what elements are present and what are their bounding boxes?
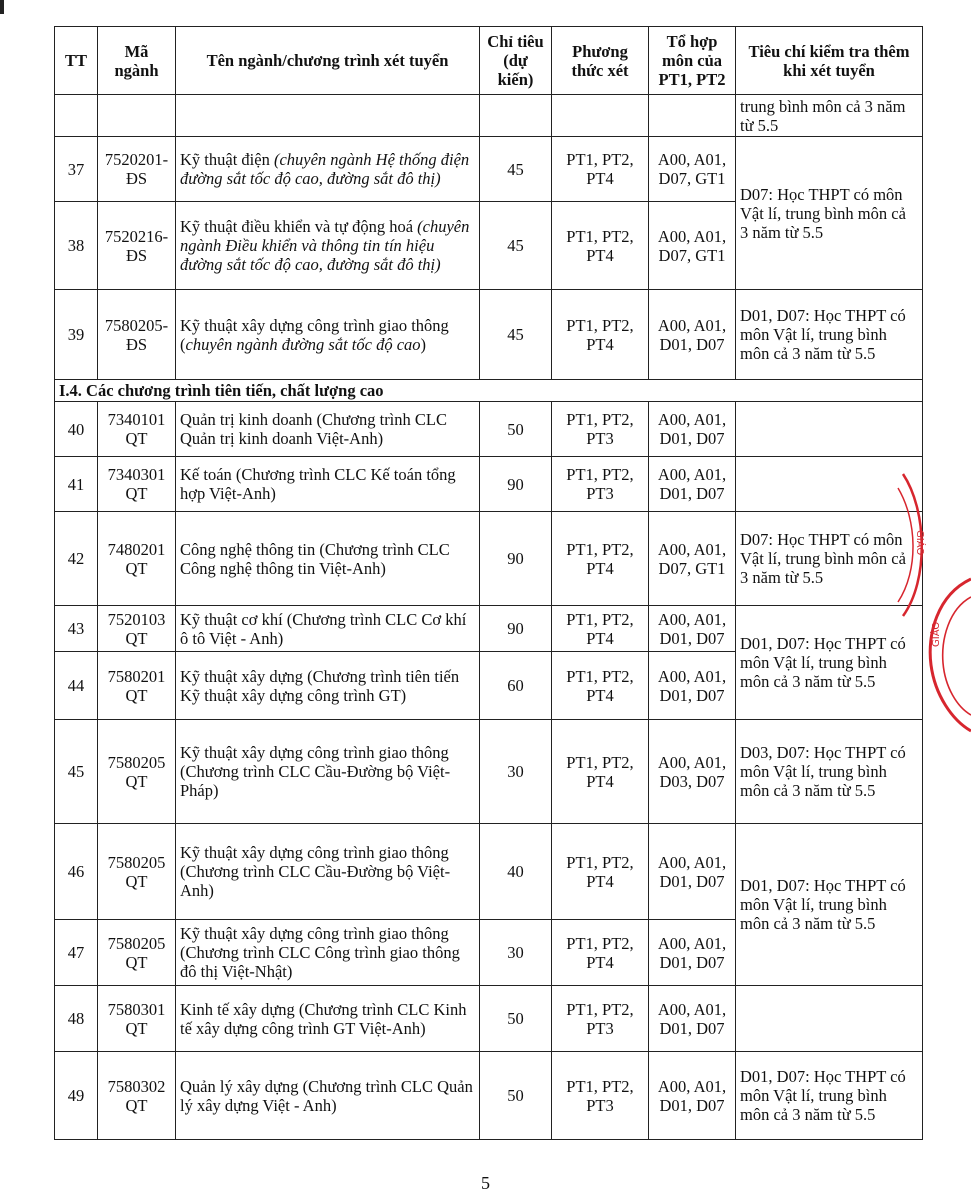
table-row (55, 512, 923, 606)
row-method: PT1, PT2, PT4 (552, 137, 649, 202)
row-code: 7580205 QT (98, 824, 176, 920)
row-method: PT1, PT2, PT3 (552, 1052, 649, 1140)
row-criteria: D07: Học THPT có môn Vật lí, trung bình môn cả 3 năm từ 5.5 (736, 137, 923, 290)
row-combo: A00, A01, D07, GT1 (649, 202, 736, 290)
row-method: PT1, PT2, PT4 (552, 606, 649, 652)
row-code: 7580205 QT (98, 920, 176, 986)
row-name: Kỹ thuật xây dựng (Chương trình tiên tiến Kỹ thuật xây dựng công trình GT) (176, 652, 480, 720)
row-criteria-empty (736, 402, 923, 457)
row-quota: 90 (480, 606, 552, 652)
row-name (176, 290, 480, 380)
row-code: 7340301 QT (98, 457, 176, 512)
row-name: Quản lý xây dựng (Chương trình CLC Quản lý xây dựng Việt - Anh) (176, 1052, 480, 1140)
row-combo: A00, A01, D01, D07 (649, 652, 736, 720)
row-method: PT1, PT2, PT4 (552, 512, 649, 606)
row-tt: 38 (55, 202, 98, 290)
row-criteria: D01, D07: Học THPT có môn Vật lí, trung bình môn cả 3 năm từ 5.5 (736, 1052, 923, 1140)
row-tt: 48 (55, 986, 98, 1052)
row-combo: A00, A01, D01, D07 (649, 402, 736, 457)
table-row (55, 1052, 923, 1140)
row-quota: 60 (480, 652, 552, 720)
carry-over-criteria: trung bình môn cả 3 năm từ 5.5 (736, 95, 923, 137)
row-name: Kỹ thuật xây dựng công trình giao thông (Chương trình CLC Cầu-Đường bộ Việt-Pháp) (176, 720, 480, 824)
header-quota: Chỉ tiêu (dự kiến) (480, 27, 552, 95)
row-name (176, 137, 480, 202)
table-row (55, 137, 923, 202)
table-row (55, 402, 923, 457)
row-code: 7520216-ĐS (98, 202, 176, 290)
section-title: I.4. Các chương trình tiên tiến, chất lượng cao (55, 380, 923, 402)
row-quota: 30 (480, 720, 552, 824)
header-method: Phương thức xét (552, 27, 649, 95)
row-tt: 42 (55, 512, 98, 606)
row-combo: A00, A01, D01, D07 (649, 824, 736, 920)
page-edge-mark (0, 0, 4, 14)
row-criteria: D03, D07: Học THPT có môn Vật lí, trung bình môn cả 3 năm từ 5.5 (736, 720, 923, 824)
row-combo: A00, A01, D01, D07 (649, 606, 736, 652)
admission-table (54, 26, 923, 1140)
row-code: 7480201 QT (98, 512, 176, 606)
stamp-seal-round (927, 575, 971, 735)
row-tt: 43 (55, 606, 98, 652)
header-code: Mã ngành (98, 27, 176, 95)
row-name: Kế toán (Chương trình CLC Kế toán tổng hợp Việt-Anh) (176, 457, 480, 512)
row-combo: A00, A01, D01, D07 (649, 290, 736, 380)
row-combo: A00, A01, D01, D07 (649, 986, 736, 1052)
row-quota: 45 (480, 202, 552, 290)
row-combo: A00, A01, D01, D07 (649, 920, 736, 986)
row-name-italic: chuyên ngành đường sắt tốc độ cao (185, 334, 421, 354)
row-method: PT1, PT2, PT4 (552, 720, 649, 824)
row-name-tail: ) (420, 334, 427, 354)
row-criteria-empty (736, 457, 923, 512)
table-row (55, 457, 923, 512)
row-tt: 44 (55, 652, 98, 720)
row-quota: 40 (480, 824, 552, 920)
header-tt: TT (55, 27, 98, 95)
row-tt: 39 (55, 290, 98, 380)
row-quota: 50 (480, 986, 552, 1052)
row-combo: A00, A01, D01, D07 (649, 1052, 736, 1140)
row-name: Quản trị kinh doanh (Chương trình CLC Quản trị kinh doanh Việt-Anh) (176, 402, 480, 457)
row-name: Công nghệ thông tin (Chương trình CLC Công nghệ thông tin Việt-Anh) (176, 512, 480, 606)
stamp-arc-outer (930, 579, 971, 731)
row-code: 7340101 QT (98, 402, 176, 457)
row-name: Kỹ thuật xây dựng công trình giao thông (Chương trình CLC Cầu-Đường bộ Việt-Anh) (176, 824, 480, 920)
row-combo: A00, A01, D03, D07 (649, 720, 736, 824)
stamp-arc-inner (943, 597, 971, 715)
stamp-text: GIÁO (914, 530, 925, 556)
row-code: 7520103 QT (98, 606, 176, 652)
row-criteria: D01, D07: Học THPT có môn Vật lí, trung bình môn cả 3 năm từ 5.5 (736, 290, 923, 380)
page-number: 5 (481, 1173, 490, 1193)
table-row (55, 720, 923, 824)
section-row (55, 380, 923, 402)
row-method: PT1, PT2, PT3 (552, 402, 649, 457)
row-tt: 45 (55, 720, 98, 824)
row-criteria: D01, D07: Học THPT có môn Vật lí, trung bình môn cả 3 năm từ 5.5 (736, 606, 923, 720)
row-method: PT1, PT2, PT4 (552, 920, 649, 986)
row-method: PT1, PT2, PT4 (552, 824, 649, 920)
row-quota: 45 (480, 137, 552, 202)
row-quota: 50 (480, 1052, 552, 1140)
table-row (55, 824, 923, 920)
row-method: PT1, PT2, PT4 (552, 290, 649, 380)
row-quota: 50 (480, 402, 552, 457)
row-name-main: Kỹ thuật xây dựng công trình giao thông ( (180, 315, 449, 354)
table-row (55, 986, 923, 1052)
header-row (55, 27, 923, 95)
row-method: PT1, PT2, PT4 (552, 202, 649, 290)
header-criteria: Tiêu chí kiểm tra thêm khi xét tuyển (736, 27, 923, 95)
row-combo: A00, A01, D07, GT1 (649, 137, 736, 202)
table-row (55, 290, 923, 380)
row-combo: A00, A01, D07, GT1 (649, 512, 736, 606)
row-code: 7580301 QT (98, 986, 176, 1052)
row-code: 7580201 QT (98, 652, 176, 720)
row-tt: 41 (55, 457, 98, 512)
header-name: Tên ngành/chương trình xét tuyển (176, 27, 480, 95)
row-criteria: D01, D07: Học THPT có môn Vật lí, trung bình môn cả 3 năm từ 5.5 (736, 824, 923, 986)
stamp-text: GIÁO (931, 621, 942, 647)
row-name (176, 202, 480, 290)
row-name: Kinh tế xây dựng (Chương trình CLC Kinh tế xây dựng công trình GT Việt-Anh) (176, 986, 480, 1052)
row-quota: 90 (480, 512, 552, 606)
row-tt: 49 (55, 1052, 98, 1140)
row-name-main: Kỹ thuật điện (180, 150, 274, 169)
row-name-italic: (chuyên ngành Điều khiển và thông tin tín hiệu đường sắt tốc độ cao, đường sắt đô thị) (180, 217, 470, 274)
row-name: Kỹ thuật cơ khí (Chương trình CLC Cơ khí ô tô Việt - Anh) (176, 606, 480, 652)
row-name: Kỹ thuật xây dựng công trình giao thông (Chương trình CLC Công trình giao thông đô thị Việt-Nhật) (176, 920, 480, 986)
row-quota: 45 (480, 290, 552, 380)
row-tt: 46 (55, 824, 98, 920)
row-tt: 40 (55, 402, 98, 457)
row-tt: 47 (55, 920, 98, 986)
row-code: 7580302 QT (98, 1052, 176, 1140)
row-code: 7520201-ĐS (98, 137, 176, 202)
row-quota: 90 (480, 457, 552, 512)
row-name-italic: (chuyên ngành Hệ thống điện đường sắt tốc độ cao, đường sắt đô thị) (180, 150, 470, 188)
row-method: PT1, PT2, PT3 (552, 457, 649, 512)
table-row (55, 606, 923, 652)
carry-over-row (55, 95, 923, 137)
row-criteria: D07: Học THPT có môn Vật lí, trung bình môn cả 3 năm từ 5.5 (736, 512, 923, 606)
row-method: PT1, PT2, PT4 (552, 652, 649, 720)
row-code: 7580205 QT (98, 720, 176, 824)
row-criteria-empty (736, 986, 923, 1052)
header-combo: Tổ hợp môn của PT1, PT2 (649, 27, 736, 95)
row-quota: 30 (480, 920, 552, 986)
row-method: PT1, PT2, PT3 (552, 986, 649, 1052)
row-combo: A00, A01, D01, D07 (649, 457, 736, 512)
row-tt: 37 (55, 137, 98, 202)
row-code: 7580205-ĐS (98, 290, 176, 380)
row-name-main: Kỹ thuật điều khiển và tự động hoá (180, 217, 418, 236)
